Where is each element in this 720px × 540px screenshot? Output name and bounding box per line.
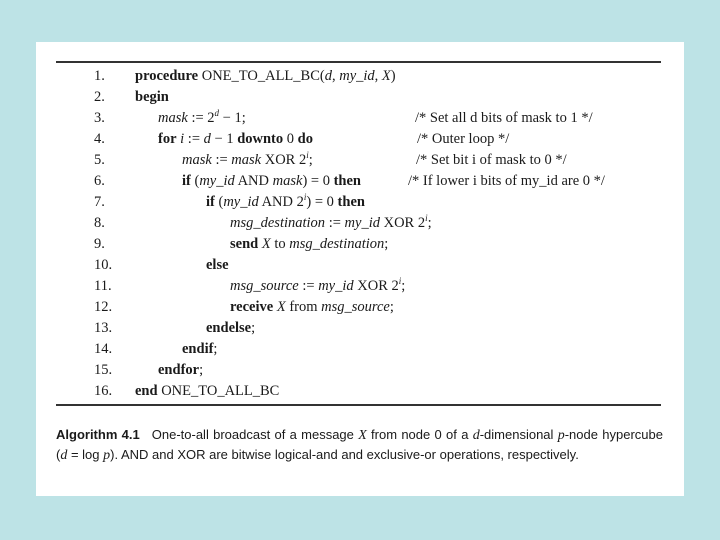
var-msg-source: msg_source	[321, 299, 390, 315]
operator: to	[270, 236, 290, 252]
caption-math: d	[60, 448, 68, 463]
line-number: 11.	[94, 278, 112, 294]
comment: /* Set all d bits of mask to 1 */	[415, 110, 593, 126]
expr-tail: ) = 0	[302, 173, 334, 189]
keyword-for: for	[158, 131, 177, 147]
semicolon: ;	[213, 341, 218, 357]
expr-tail: ) = 0	[306, 194, 338, 210]
comment: /* Set bit i of mask to 0 */	[416, 152, 567, 168]
var-my-id: my_id	[199, 173, 235, 189]
keyword-receive: receive	[230, 299, 274, 315]
caption-math: X	[358, 428, 367, 443]
line-number: 14.	[94, 341, 113, 357]
caption-text: ). AND and XOR are bitwise logical-and and exclusive-or operations, respectively.	[110, 447, 579, 462]
open-paren: (	[214, 194, 224, 210]
var-x: X	[276, 299, 286, 315]
keyword-do: do	[297, 131, 313, 147]
keyword-send: send	[230, 236, 259, 252]
line-number: 13.	[94, 320, 113, 336]
code-line-11	[56, 276, 661, 296]
keyword-if: if	[182, 173, 191, 189]
var-my-id: my_id	[344, 215, 380, 231]
exponent: i	[303, 192, 307, 202]
code-line-1	[56, 66, 661, 86]
code-line-15	[56, 360, 661, 380]
var-msg-source: msg_source	[230, 278, 299, 294]
code-line-9	[56, 234, 661, 254]
semicolon: ;	[427, 215, 432, 231]
expr-tail: XOR 2	[261, 152, 307, 168]
procedure-name: ONE_TO_ALL_BC	[157, 383, 280, 399]
line-number: 5.	[94, 152, 105, 168]
bottom-rule	[56, 404, 661, 406]
open-paren: (	[190, 173, 200, 189]
top-rule	[56, 61, 661, 63]
keyword-then: then	[333, 173, 361, 189]
exponent: i	[398, 276, 402, 286]
caption-math: p	[557, 428, 565, 443]
param-my-id: my_id	[339, 68, 375, 84]
expr-tail: 0	[283, 131, 298, 147]
line-number: 15.	[94, 362, 113, 378]
caption-label: Algorithm 4.1	[56, 427, 140, 442]
line-number: 2.	[94, 89, 105, 105]
caption-text: One-to-all broadcast of a message	[151, 427, 359, 442]
keyword-else: else	[206, 257, 229, 273]
keyword-if: if	[206, 194, 215, 210]
caption-text: from node 0 of a	[366, 427, 473, 442]
code-line-5	[56, 150, 661, 170]
param-d: d	[324, 68, 332, 84]
var-mask: mask	[158, 110, 188, 126]
caption-text: -node hypercube (	[56, 427, 663, 462]
separator: ,	[331, 68, 340, 84]
line-number: 6.	[94, 173, 105, 189]
document-page	[36, 42, 684, 496]
code-line-16	[56, 381, 661, 401]
semicolon: ;	[251, 320, 256, 336]
keyword-endif: endif	[182, 341, 214, 357]
caption-text: -dimensional	[479, 427, 558, 442]
code-line-2	[56, 87, 661, 107]
semicolon: ;	[389, 299, 394, 315]
operator: :=	[325, 215, 345, 231]
line-number: 8.	[94, 215, 105, 231]
keyword-procedure: procedure	[135, 68, 199, 84]
expr-tail: XOR 2	[379, 215, 426, 231]
caption-math: d	[472, 428, 480, 443]
semicolon: ;	[384, 236, 389, 252]
keyword-then: then	[337, 194, 365, 210]
operator: :=	[298, 278, 319, 294]
semicolon: ;	[401, 278, 406, 294]
line-number: 4.	[94, 131, 105, 147]
code-line-13	[56, 318, 661, 338]
caption-text: = log	[67, 447, 104, 462]
var-msg-destination: msg_destination	[230, 215, 326, 231]
code-line-8	[56, 213, 661, 233]
keyword-downto: downto	[237, 131, 284, 147]
var-my-id: my_id	[318, 278, 354, 294]
var-x: X	[261, 236, 271, 252]
operator: AND	[234, 173, 273, 189]
code-line-10	[56, 255, 661, 275]
code-line-14	[56, 339, 661, 359]
comment: /* If lower i bits of my_id are 0 */	[408, 173, 605, 189]
semicolon: ;	[308, 152, 313, 168]
code-line-12	[56, 297, 661, 317]
var-my-id: my_id	[223, 194, 259, 210]
var-mask: mask	[182, 152, 212, 168]
algorithm-caption	[56, 425, 663, 465]
var-i: i	[180, 131, 185, 147]
line-number: 12.	[94, 299, 113, 315]
code-line-3	[56, 108, 661, 128]
code-line-4	[56, 129, 661, 149]
exponent: d	[214, 108, 220, 118]
comment: /* Outer loop */	[417, 131, 510, 147]
line-number: 7.	[94, 194, 105, 210]
operator: :=	[211, 152, 232, 168]
exponent: i	[425, 213, 428, 223]
caption-math: p	[103, 448, 111, 463]
expr-tail: − 1	[210, 131, 238, 147]
operator: from	[285, 299, 322, 315]
var-d: d	[203, 131, 211, 147]
keyword-endelse: endelse	[206, 320, 252, 336]
line-number: 16.	[94, 383, 113, 399]
var-mask: mask	[272, 173, 303, 189]
code-line-7	[56, 192, 661, 212]
line-number: 3.	[94, 110, 105, 126]
keyword-endfor: endfor	[158, 362, 200, 378]
close-paren: )	[390, 68, 396, 84]
keyword-end: end	[135, 383, 158, 399]
var-msg-destination: msg_destination	[289, 236, 385, 252]
keyword-begin: begin	[135, 89, 169, 105]
code-line-6	[56, 171, 661, 191]
expr-tail: − 1;	[219, 110, 246, 126]
var-mask: mask	[231, 152, 262, 168]
semicolon: ;	[199, 362, 204, 378]
exponent: i	[306, 150, 309, 160]
line-number: 10.	[94, 257, 113, 273]
operator: :=	[184, 131, 204, 147]
line-number: 1.	[94, 68, 105, 84]
procedure-name: ONE_TO_ALL_BC(	[201, 68, 325, 84]
operator: := 2	[187, 110, 215, 126]
separator: ,	[374, 68, 382, 84]
expr-tail: XOR 2	[353, 278, 399, 294]
param-x: X	[381, 68, 391, 84]
line-number: 9.	[94, 236, 105, 252]
operator: AND 2	[258, 194, 304, 210]
